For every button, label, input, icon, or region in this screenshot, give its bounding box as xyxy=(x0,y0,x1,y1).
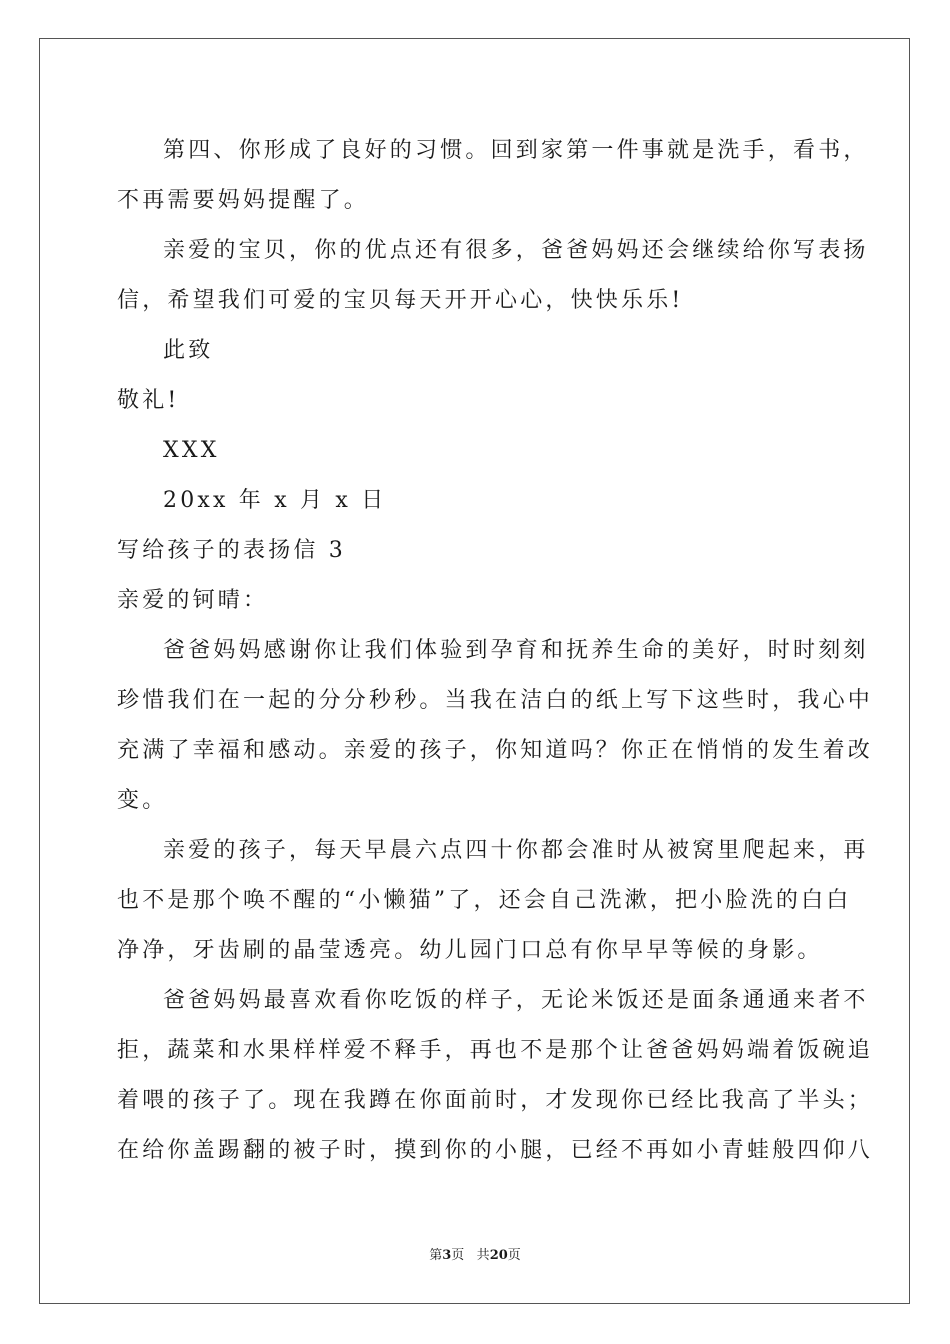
paragraph-line: 第四、你形成了良好的习惯。回到家第一件事就是洗手，看书， xyxy=(163,138,869,163)
paragraph-line: 亲爱的孩子，每天早晨六点四十你都会准时从被窝里爬起来，再 xyxy=(163,838,869,863)
paragraph-line: 拒，蔬菜和水果样样爱不释手，再也不是那个让爸爸妈妈端着饭碗追 xyxy=(117,1038,874,1063)
paragraph-line: 也不是那个唤不醒的“小懒猫”了，还会自己洗漱，把小脸洗的白白 xyxy=(117,888,852,913)
paragraph-line: 珍惜我们在一起的分分秒秒。当我在洁白的纸上写下这些时，我心中 xyxy=(117,688,874,713)
page-footer xyxy=(0,1246,950,1266)
paragraph-line: 充满了幸福和感动。亲爱的孩子，你知道吗？你正在悄悄的发生着改 xyxy=(117,738,874,763)
total-prefix: 共 xyxy=(476,1248,490,1263)
total-pages: 20 xyxy=(489,1248,508,1263)
paragraph-line: 着喂的孩子了。现在我蹲在你面前时，才发现你已经比我高了半头； xyxy=(117,1088,874,1113)
total-suffix: 页 xyxy=(507,1248,521,1263)
paragraph-line: 亲爱的宝贝，你的优点还有很多，爸爸妈妈还会继续给你写表扬 xyxy=(163,238,869,263)
paragraph-line: 信，希望我们可爱的宝贝每天开开心心，快快乐乐! xyxy=(117,288,684,313)
paragraph-line: 变。 xyxy=(117,788,168,813)
signature: XXX xyxy=(163,438,220,463)
date: 20xx 年 x 月 x 日 xyxy=(163,488,387,513)
paragraph-line: 净净，牙齿刷的晶莹透亮。幼儿园门口总有你早早等候的身影。 xyxy=(117,938,823,963)
page-prefix: 第 xyxy=(429,1248,443,1263)
paragraph-line: 在给你盖踢翻的被子时，摸到你的小腿，已经不再如小青蛙般四仰八 xyxy=(117,1138,874,1163)
closing-line: 此致 xyxy=(163,338,214,363)
paragraph-line: 爸爸妈妈最喜欢看你吃饭的样子，无论米饭还是面条通通来者不 xyxy=(163,988,869,1013)
salutation-closing: 敬礼! xyxy=(117,388,180,413)
greeting: 亲爱的钶晴： xyxy=(117,588,269,613)
paragraph-line: 爸爸妈妈感谢你让我们体验到孕育和抚养生命的美好，时时刻刻 xyxy=(163,638,869,663)
page-suffix: 页 xyxy=(451,1248,465,1263)
paragraph-line: 不再需要妈妈提醒了。 xyxy=(117,188,370,213)
section-title: 写给孩子的表扬信 3 xyxy=(117,538,346,563)
page-number: 3 xyxy=(442,1248,452,1263)
